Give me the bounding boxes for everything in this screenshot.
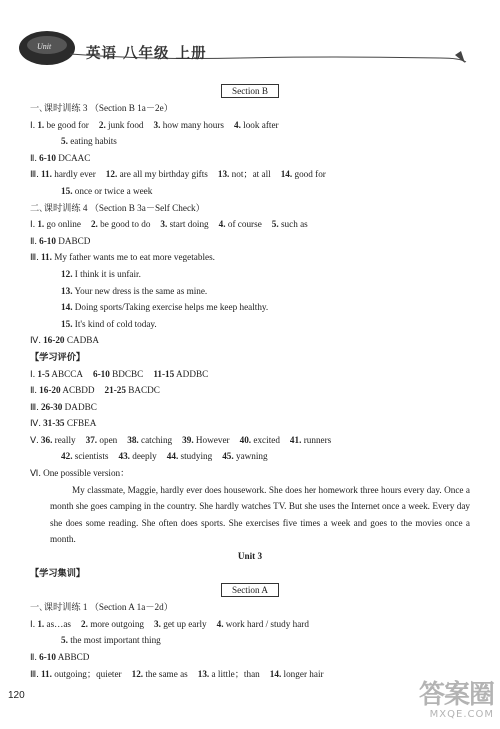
- unit-badge-text: Unit: [37, 42, 52, 51]
- question-group-label: Ⅱ.: [30, 385, 40, 396]
- block-heading: 【学习集训】: [30, 567, 86, 578]
- item-number: 14.: [269, 668, 282, 679]
- question-group-label: Ⅱ.: [30, 235, 40, 246]
- item-answer: DABCD: [58, 235, 91, 246]
- item-answer: not；at all: [231, 169, 271, 180]
- answer-line: [30, 366, 470, 383]
- item-number: 4.: [216, 618, 224, 629]
- block-heading: 【学习评价】: [30, 351, 86, 362]
- item-number: 14.: [280, 169, 293, 180]
- item-answer: outgoing；quieter: [54, 668, 122, 679]
- answer-line: [30, 117, 470, 134]
- item-number: 12.: [105, 169, 118, 180]
- item-number: 4.: [218, 219, 226, 230]
- item-answer: BDCBC: [112, 368, 144, 379]
- item-answer: be good to do: [100, 219, 151, 230]
- item-answer: It's kind of cold today.: [74, 318, 157, 329]
- answer-line: [30, 316, 470, 333]
- item-number: 41.: [289, 434, 302, 445]
- essay-text: My classmate, Maggie, hardly ever does housework. She does her homework three hours every day. Once a month she goes camping in the country. She hardly watches TV. But she uses the Internet once a week. Every day she does some reading. She often does sports. She exercises five times a week and goes to the movies once a month.: [50, 484, 470, 545]
- item-number: 1-5: [37, 368, 50, 379]
- unit-title: Unit 3: [237, 551, 263, 562]
- question-group-label: Ⅲ.: [30, 252, 41, 263]
- section-heading: [30, 82, 470, 100]
- item-answer: of course: [227, 219, 262, 230]
- item-answer: really: [54, 434, 76, 445]
- item-number: 2.: [98, 119, 106, 130]
- item-answer: I think it is unfair.: [74, 268, 141, 279]
- item-number: 26-30: [40, 401, 63, 412]
- item-number: 6-10: [93, 368, 110, 379]
- header-title: 英语 八年级 上册: [86, 46, 207, 62]
- answer-line: [30, 216, 470, 233]
- item-answer: more outgoing: [90, 618, 145, 629]
- item-number: 5.: [61, 635, 68, 646]
- item-answer: CFBEA: [66, 418, 97, 429]
- item-answer: studying: [180, 451, 213, 462]
- item-answer: Your new dress is the same as mine.: [74, 285, 208, 296]
- answer-line: [30, 382, 470, 399]
- item-answer: junk food: [108, 119, 144, 130]
- item-answer: good for: [294, 169, 326, 180]
- answer-content: [30, 82, 470, 682]
- item-number: 12.: [131, 668, 144, 679]
- item-number: 3.: [153, 119, 161, 130]
- question-group-label: Ⅰ.: [30, 219, 38, 230]
- item-answer: work hard / study hard: [225, 618, 309, 629]
- item-number: 6-10: [39, 152, 56, 163]
- item-number: 38.: [127, 434, 139, 445]
- item-answer: DCAAC: [58, 152, 91, 163]
- answer-line: 一､课时训练 3 （Section B 1a－2e）: [30, 103, 173, 113]
- item-number: 39.: [182, 434, 194, 445]
- question-group-label: Ⅲ.: [30, 401, 41, 412]
- item-number: 11.: [40, 169, 52, 180]
- item-answer: ACBDD: [62, 385, 95, 396]
- answer-line: Ⅵ. One possible version：: [30, 468, 130, 479]
- answer-line: [30, 649, 470, 666]
- item-answer: longer hair: [283, 668, 324, 679]
- item-answer: hardly ever: [54, 169, 96, 180]
- answer-line: [30, 399, 470, 416]
- item-answer: BACDC: [128, 385, 160, 396]
- item-number: 2.: [81, 618, 88, 629]
- answer-line: [30, 415, 470, 432]
- item-answer: start doing: [169, 219, 209, 230]
- watermark: [398, 681, 494, 725]
- answer-line: [30, 266, 470, 283]
- item-number: 44.: [166, 451, 179, 462]
- question-group-label: Ⅲ.: [30, 169, 41, 180]
- item-answer: such as: [280, 219, 308, 230]
- item-answer: excited: [253, 434, 280, 445]
- item-number: 21-25: [104, 385, 126, 396]
- page-number: 120: [8, 690, 25, 701]
- item-number: 4.: [233, 119, 241, 130]
- answer-line: [30, 616, 470, 633]
- item-number: 5.: [61, 136, 68, 147]
- page-header: [0, 0, 500, 80]
- item-answer: as…as: [46, 618, 71, 629]
- item-answer: be good for: [46, 119, 89, 130]
- section-heading: [30, 581, 470, 599]
- item-answer: how many hours: [162, 119, 224, 130]
- answer-line: 一､课时训练 1 （Section A 1a－2d）: [30, 602, 173, 613]
- item-number: 6-10: [39, 235, 56, 246]
- answer-line: [30, 448, 470, 465]
- item-number: 2.: [90, 219, 98, 230]
- item-number: 15.: [61, 185, 73, 196]
- item-number: 16-20: [43, 335, 65, 346]
- item-number: 15.: [61, 318, 73, 329]
- question-group-label: Ⅱ.: [30, 152, 40, 163]
- item-answer: ABCCA: [51, 368, 84, 379]
- question-group-label: Ⅰ.: [30, 618, 38, 629]
- item-number: 13.: [61, 285, 73, 296]
- item-number: 14.: [61, 302, 73, 313]
- item-answer: open: [99, 434, 118, 445]
- question-group-label: Ⅴ.: [30, 434, 41, 445]
- answer-line: [30, 299, 470, 316]
- item-answer: eating habits: [70, 136, 117, 147]
- item-answer: ADDBC: [176, 368, 209, 379]
- answer-line: [30, 283, 470, 300]
- answer-line: [30, 432, 470, 449]
- item-number: 31-35: [43, 418, 65, 429]
- item-number: 5.: [271, 219, 279, 230]
- watermark-sub: MXQE.COM: [429, 709, 494, 720]
- item-answer: deeply: [132, 451, 157, 462]
- feather-icon: [455, 51, 465, 63]
- item-answer: My father wants me to eat more vegetables.: [54, 252, 215, 263]
- item-answer: a little；than: [211, 668, 260, 679]
- answer-line: [30, 183, 470, 200]
- item-number: 43.: [118, 451, 130, 462]
- item-number: 12.: [61, 268, 73, 279]
- item-answer: the most important thing: [70, 635, 161, 646]
- watermark-main: 答案圈: [418, 680, 494, 710]
- header-decoration: [0, 0, 500, 80]
- answer-line: [30, 632, 470, 649]
- item-answer: once or twice a week: [74, 185, 153, 196]
- answer-line: [30, 332, 470, 349]
- item-answer: runners: [303, 434, 332, 445]
- section-label: Section A: [221, 583, 279, 597]
- item-number: 1.: [37, 219, 45, 230]
- item-number: 3.: [160, 219, 168, 230]
- item-answer: scientists: [74, 451, 109, 462]
- section-label: Section B: [221, 84, 279, 98]
- answer-line: [30, 166, 470, 183]
- answer-line: 二､课时训练 4 （Section B 3a－Self Check）: [30, 202, 205, 213]
- item-number: 37.: [85, 434, 98, 445]
- question-group-label: Ⅳ.: [30, 418, 44, 429]
- answer-line: [30, 150, 470, 167]
- item-number: 13.: [217, 169, 230, 180]
- item-answer: the same as: [145, 668, 188, 679]
- item-number: 42.: [61, 451, 73, 462]
- item-answer: go online: [46, 219, 81, 230]
- question-group-label: Ⅰ.: [30, 368, 38, 379]
- item-answer: Doing sports/Taking exercise helps me keep healthy.: [74, 302, 269, 313]
- answer-line: [30, 233, 470, 250]
- item-answer: catching: [141, 434, 173, 445]
- question-group-label: Ⅱ.: [30, 652, 40, 662]
- answer-line: [30, 666, 470, 683]
- item-number: 11-15: [153, 368, 175, 379]
- item-answer: yawning: [235, 451, 268, 462]
- item-number: 3.: [154, 618, 161, 629]
- answer-line: [30, 249, 470, 266]
- item-number: 1.: [37, 119, 45, 130]
- item-number: 16-20: [39, 385, 61, 396]
- item-number: 11.: [40, 668, 52, 679]
- question-group-label: Ⅰ.: [30, 119, 38, 130]
- item-answer: ABBCD: [57, 652, 90, 662]
- question-group-label: Ⅳ.: [30, 335, 44, 346]
- item-number: 11.: [40, 252, 52, 263]
- item-answer: look after: [243, 119, 279, 130]
- item-number: 45.: [222, 451, 234, 462]
- item-answer: CADBA: [66, 335, 99, 346]
- essay-paragraph: [30, 482, 470, 548]
- question-group-label: Ⅲ.: [30, 668, 41, 679]
- item-number: 40.: [239, 434, 252, 445]
- item-answer: are all my birthday gifts: [119, 169, 208, 180]
- item-number: 1.: [37, 618, 45, 629]
- item-number: 36.: [40, 434, 53, 445]
- item-answer: However: [195, 434, 230, 445]
- item-number: 13.: [197, 668, 210, 679]
- item-answer: DADBC: [64, 401, 97, 412]
- item-answer: get up early: [163, 618, 207, 629]
- item-number: 6-10: [39, 652, 56, 662]
- answer-line: [30, 133, 470, 150]
